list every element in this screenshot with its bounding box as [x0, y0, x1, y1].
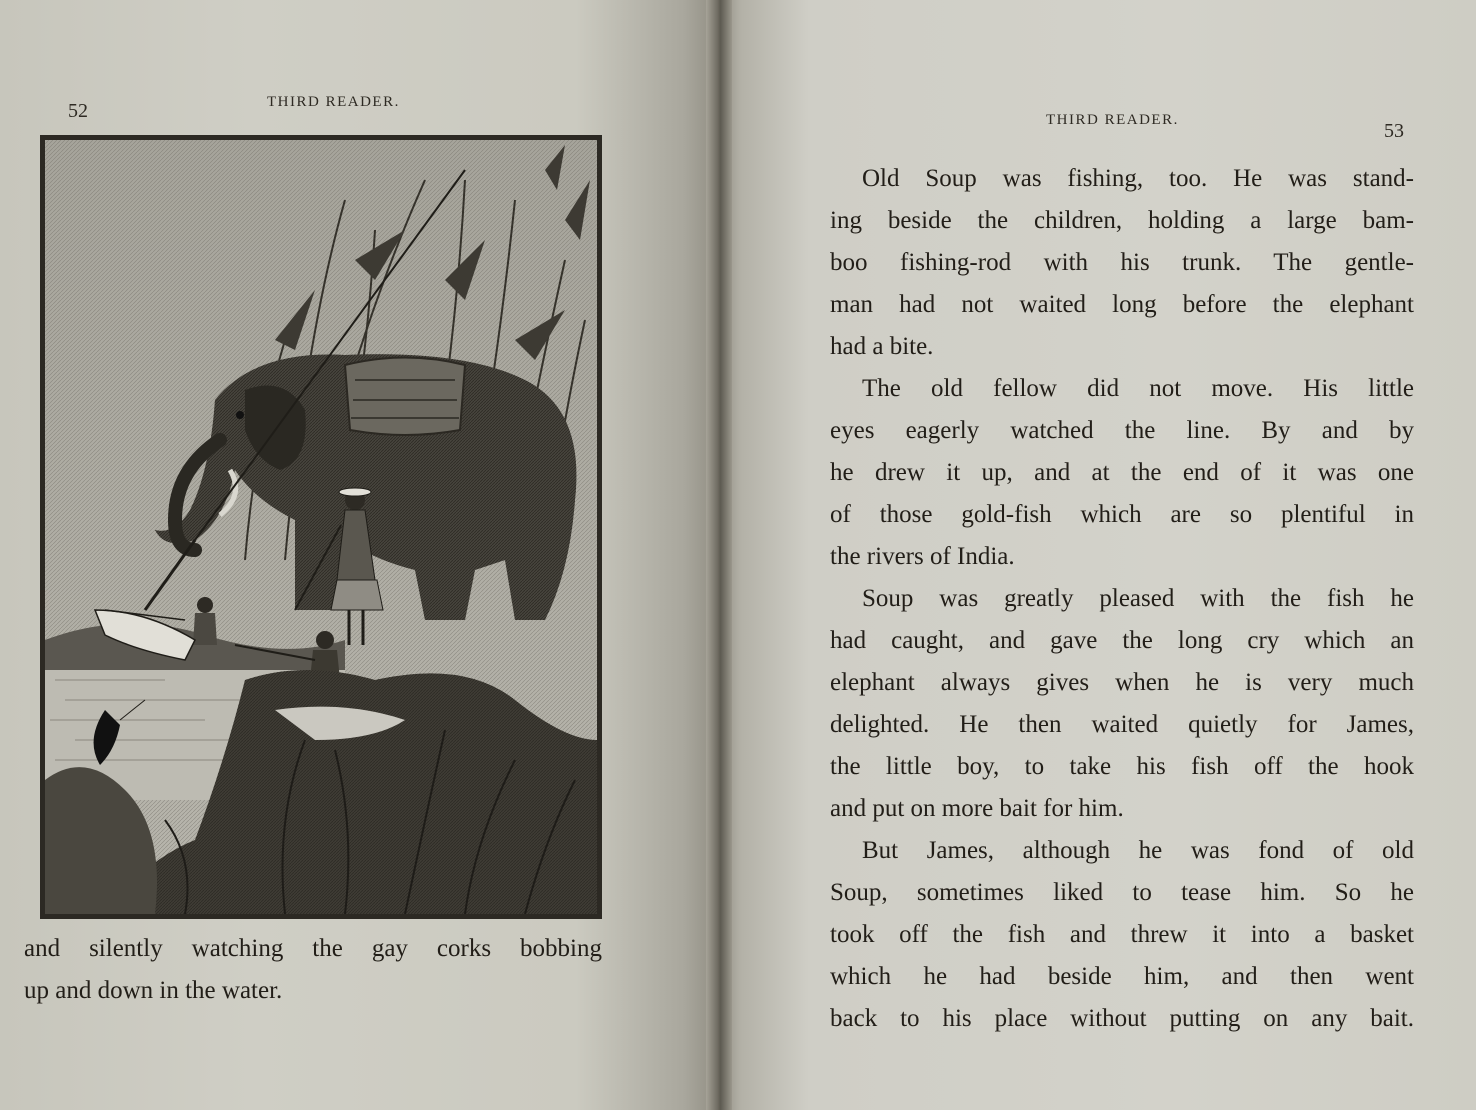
- body-text: [830, 158, 1414, 1040]
- text-line: had caught, and gave the long cry which an: [830, 627, 1414, 654]
- text-line: he drew it up, and at the end of it was one: [830, 459, 1414, 486]
- text-line: of those gold-fish which are so plentiful in: [830, 501, 1414, 528]
- text-line: which he had beside him, and then went: [830, 963, 1414, 990]
- text-line: the rivers of India.: [830, 543, 1015, 570]
- text-line: But James, although he was fond of old: [862, 837, 1414, 864]
- caption-line-2: up and down in the water.: [24, 977, 283, 1004]
- text-line: the little boy, to take his fish off the hook: [830, 753, 1414, 780]
- text-line: eyes eagerly watched the line. By and by: [830, 417, 1414, 444]
- elephant-fishing-illustration: [40, 135, 602, 919]
- engraving-svg: [45, 140, 597, 914]
- text-line: man had not waited long before the elephant: [830, 291, 1414, 318]
- right-running-head: THIRD READER.: [1046, 112, 1179, 128]
- text-line: and put on more bait for him.: [830, 795, 1124, 822]
- text-line: ing beside the children, holding a large bam-: [830, 207, 1414, 234]
- text-line: had a bite.: [830, 333, 934, 360]
- left-page: [0, 0, 720, 1110]
- right-page-number: 53: [1384, 120, 1404, 142]
- text-line: Old Soup was fishing, too. He was stand-: [862, 165, 1414, 192]
- text-line: boo fishing-rod with his trunk. The gentle-: [830, 249, 1414, 276]
- text-line: elephant always gives when he is very much: [830, 669, 1414, 696]
- left-page-number: 52: [68, 100, 88, 122]
- left-running-head: THIRD READER.: [267, 94, 400, 110]
- text-line: Soup, sometimes liked to tease him. So he: [830, 879, 1414, 906]
- text-line: delighted. He then waited quietly for James,: [830, 711, 1414, 738]
- text-line: The old fellow did not move. His little: [862, 375, 1414, 402]
- book-gutter: [706, 0, 732, 1110]
- text-line: Soup was greatly pleased with the fish he: [862, 585, 1414, 612]
- caption-text: [24, 928, 602, 1012]
- caption-line-1: and silently watching the gay corks bobbing: [24, 935, 602, 962]
- text-line: took off the fish and threw it into a basket: [830, 921, 1414, 948]
- text-line: back to his place without putting on any bait.: [830, 1005, 1414, 1032]
- right-page: [718, 0, 1476, 1110]
